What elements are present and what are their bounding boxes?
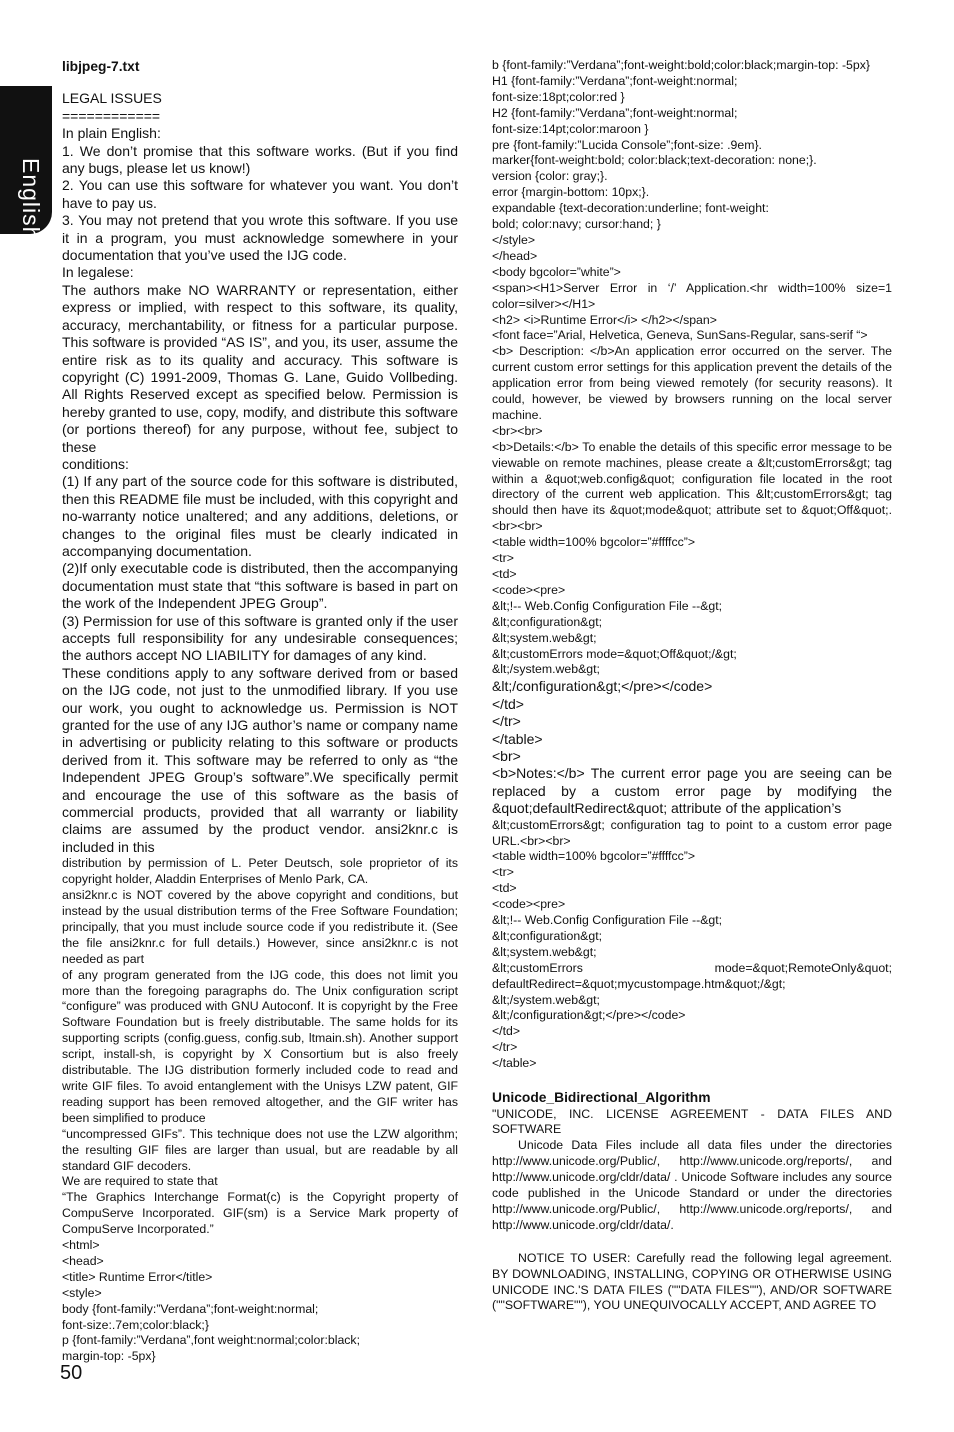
- left-paragraph: (1) If any part of the source code for this software is distributed, then this README file must be included, with this copyright and no-warranty notice unaltered; and any additions, deletions, or changes to the original files must be clearly indicated in accompanying documentation.: [62, 473, 458, 559]
- right-paragraph: <code><pre>: [492, 897, 566, 912]
- right-paragraph: pre {font-family:”Lucida Console”;font-size: .9em}.: [492, 137, 762, 152]
- left-paragraph: We are required to state that: [62, 1174, 218, 1189]
- right-paragraph: <b>Details:</b> To enable the details of this specific error message to be viewable on remote machines, please create a &lt;customErrors&gt; tag within a &quot;web.config&quot; configuration file located in the root directory of the current web application. This &lt;customErrors&gt; tag should then have its &quot;mode&quot; attribute set to &quot;Off&quot;.<br><br>: [492, 439, 892, 534]
- left-paragraph: 2. You can use this software for whatever you want. You don’t have to pay us.: [62, 177, 458, 211]
- left-paragraph: (2)If only executable code is distributed, then the accompanying documentation must state that “this software is based in part on the work of the Independent JPEG Group”.: [62, 560, 458, 612]
- left-paragraph: font-size:.7em;color:black;}: [62, 1317, 209, 1332]
- right-paragraph: <code><pre>: [492, 582, 566, 597]
- right-paragraph: &lt;customErrors&gt; configuration tag to point to a custom error page URL.<br><br>: [492, 817, 892, 848]
- page-number: 50: [60, 1362, 83, 1384]
- right-paragraph: &lt;/system.web&gt;: [492, 662, 600, 677]
- language-tab: [0, 86, 52, 241]
- left-paragraph: The authors make NO WARRANTY or representation, either express or implied, with respect to this software, its quality, accuracy, merchantability, or fitness for a particular purpose. This software is provided “AS IS”, and you, its user, assume the entire risk as to its quality and accuracy. This software is copyright (C) 1991-2009, Thomas G. Lane, Guido Vollbeding. All Rights Reserved except as specified below. Permission is hereby granted to use, copy, modify, and distribute this software (or portions thereof) for any purpose, without fee, subject to these: [62, 281, 458, 455]
- right-paragraph: </td>: [492, 695, 524, 712]
- right-paragraph: expandable {text-decoration:underline; font-weight:: [492, 201, 769, 216]
- left-paragraph: These conditions apply to any software derived from or based on the IJG code, not just to the unmodified library. If you use our work, you ought to acknowledge us. Permission is NOT granted for the use of any IJG author’s name or company name in advertising or publicity relating to this software or products derived from it. This software may be referred to only as “the Independent JPEG Group’s software”.We specifically permit and encourage the use of this software as the basis of commercial products, provided that all warranty or liability claims are assumed by the product vendor. ansi2knr.c is included in this: [62, 664, 458, 855]
- right-paragraph: </table>: [492, 1056, 537, 1071]
- left-paragraph: <head>: [62, 1253, 104, 1268]
- right-paragraph: <tr>: [492, 551, 514, 566]
- left-paragraph: <title> Runtime Error</title>: [62, 1269, 213, 1284]
- left-paragraph: ============: [62, 107, 161, 124]
- right-paragraph: </style>: [492, 232, 536, 247]
- right-paragraph: </tr>: [492, 713, 521, 730]
- left-paragraph: of any program generated from the IJG code, this does not limit you more than the foregoing paragraphs do. The Unix configuration script “configure” was produced with GNU Autoconf. It is copyright by the Free Software Foundation but is freely distributable. The same holds for its supporting scripts (config.guess, config.sub, ltmain.sh). Another support script, install-sh, is copyright by X Consortium but is also freely distributable. The IJG distribution formerly included code to read and write GIF files. To avoid entanglement with the Unisys LZW patent, GIF reading support has been removed altogether, and the GIF writer has been simplified to produce: [62, 967, 458, 1125]
- left-paragraph: (3) Permission for use of this software is granted only if the user accepts full responsibility for any undesirable consequences; the authors accept NO LIABILITY for damages of any kind.: [62, 612, 458, 664]
- right-paragraph: &lt;customErrors mode=&quot;RemoteOnly&quot; defaultRedirect=&quot;mycustompage.htm&quot;/&gt;: [492, 960, 892, 991]
- language-label-text: English: [18, 158, 44, 241]
- right-paragraph: &lt;/system.web&gt;: [492, 992, 600, 1007]
- right-paragraph: <b>Notes:</b> The current error page you are seeing can be replaced by a custom error page by modifying the &quot;defaultRedirect&quot; attribute of the application’s: [492, 765, 892, 817]
- right-paragraph: H2 {font-family:”Verdana”;font-weight:normal;: [492, 105, 738, 120]
- right-paragraph: </table>: [492, 730, 543, 747]
- left-paragraph: In legalese:: [62, 264, 134, 281]
- right-paragraph: &lt;system.web&gt;: [492, 944, 597, 959]
- left-paragraph: margin-top: -5px}: [62, 1349, 156, 1364]
- right-paragraph: &lt;/configuration&gt;</pre></code>: [492, 1008, 686, 1023]
- left-paragraph: distribution by permission of L. Peter Deutsch, sole proprietor of its copyright holder, Aladdin Enterprises of Menlo Park, CA.: [62, 856, 458, 887]
- right-paragraph: <table width=100% bgcolor=”#ffffcc”>: [492, 849, 696, 864]
- right-paragraph: </head>: [492, 248, 538, 263]
- right-paragraph: "UNICODE, INC. LICENSE AGREEMENT - DATA FILES AND SOFTWARE: [492, 1106, 892, 1137]
- right-paragraph: Unicode_Bidirectional_Algorithm: [492, 1090, 711, 1106]
- left-paragraph: conditions:: [62, 455, 129, 472]
- left-paragraph: “The Graphics Interchange Format(c) is the Copyright property of CompuServe Incorporated. GIF(sm) is a Service Mark property of CompuServe Incorporated.”: [62, 1190, 458, 1237]
- right-paragraph: H1 {font-family:”Verdana”;font-weight:normal;: [492, 73, 738, 88]
- right-paragraph: <br><br>: [492, 423, 543, 438]
- right-paragraph: version {color: gray;}.: [492, 169, 608, 184]
- right-paragraph: <h2> <i>Runtime Error</i> </h2></span>: [492, 312, 717, 327]
- right-paragraph: marker{font-weight:bold; color:black;text-decoration: none;}.: [492, 153, 817, 168]
- right-paragraph: &lt;!-- Web.Config Configuration File --&gt;: [492, 913, 723, 928]
- right-paragraph: &lt;customErrors mode=&quot;Off&quot;/&gt;: [492, 646, 737, 661]
- right-paragraph: &lt;/configuration&gt;</pre></code>: [492, 678, 713, 695]
- left-paragraph: In plain English:: [62, 125, 161, 142]
- right-paragraph: bold; color:navy; cursor:hand; }: [492, 217, 661, 232]
- right-paragraph: <td>: [492, 567, 517, 581]
- left-paragraph: ansi2knr.c is NOT covered by the above copyright and conditions, but instead by the usual distribution terms of the Free Software Foundation; principally, that you must include source code if you redistribute it. (See the file ansi2knr.c for full details.) However, since ansi2knr.c is not needed as part: [62, 888, 458, 966]
- right-paragraph: &lt;configuration&gt;: [492, 614, 603, 629]
- right-paragraph: <table width=100% bgcolor=”#ffffcc”>: [492, 535, 696, 550]
- left-paragraph: <style>: [62, 1285, 102, 1300]
- right-paragraph: error {margin-bottom: 10px;}.: [492, 185, 650, 200]
- left-paragraph: “uncompressed GIFs”. This technique does not use the LZW algorithm; the resulting GIF files are larger than usual, but are readable by all standard GIF decoders.: [62, 1126, 458, 1173]
- right-paragraph: <font face=”Arial, Helvetica, Geneva, SunSans-Regular, sans-serif “>: [492, 328, 868, 343]
- right-paragraph: Unicode Data Files include all data files under the directories http://www.unicode.org/Public/, http://www.unicode.org/reports/, and http://www.unicode.org/cldr/data/ . Unicode Software includes any source code published in the Unicode Standard or under the directories http://www.unicode.org/Public/, http://www.unicode.org/reports/, and http://www.unicode.org/cldr/data/.: [492, 1138, 892, 1232]
- right-paragraph: font-size:18pt;color:red }: [492, 89, 625, 104]
- right-paragraph: <body bgcolor=”white”>: [492, 264, 621, 279]
- right-paragraph: </td>: [492, 1024, 521, 1039]
- right-paragraph: &lt;system.web&gt;: [492, 630, 597, 645]
- right-paragraph: &lt;configuration&gt;: [492, 928, 603, 943]
- right-paragraph: <span><H1>Server Error in ‘/’ Application.<hr width=100% size=1 color=silver></H1>: [492, 280, 892, 311]
- right-paragraph: <b> Description: </b>An application error occurred on the server. The current custom error settings for this application prevent the details of the application error from being viewed remotely (for security reasons). It could, however, be viewed by browsers running on the local server machine.: [492, 344, 892, 422]
- left-column: [62, 58, 458, 1364]
- right-paragraph: font-size:14pt;color:maroon }: [492, 121, 649, 136]
- right-paragraph: NOTICE TO USER: Carefully read the following legal agreement. BY DOWNLOADING, INSTALLING, COPYING OR OTHERWISE USING UNICODE INC.'S DATA FILES (""DATA FILES""), AND/OR SOFTWARE (""SOFTWARE""), YOU UNEQUIVOCALLY ACCEPT, AND AGREE TO: [492, 1250, 892, 1313]
- left-paragraph: <html>: [62, 1238, 100, 1253]
- left-paragraph: 3. You may not pretend that you wrote this software. If you use it in a program, you must acknowledge somewhere in your documentation that you’ve used the IJG code.: [62, 212, 458, 264]
- right-paragraph: &lt;!-- Web.Config Configuration File --&gt;: [492, 598, 723, 613]
- right-column: [492, 58, 892, 1348]
- right-paragraph: </tr>: [492, 1040, 518, 1055]
- right-paragraph: <td>: [492, 881, 517, 896]
- left-paragraph: libjpeg-7.txt: [62, 59, 140, 74]
- right-paragraph: <tr>: [492, 865, 514, 880]
- left-paragraph: LEGAL ISSUES: [62, 90, 162, 107]
- right-paragraph: <br>: [492, 747, 521, 764]
- right-paragraph: b {font-family:”Verdana”;font-weight:bold;color:black;margin-top: -5px}: [492, 58, 870, 72]
- left-paragraph: 1. We don’t promise that this software works. (But if you find any bugs, please let us know!): [62, 142, 458, 177]
- left-paragraph: body {font-family:”Verdana”;font-weight:normal;: [62, 1301, 319, 1316]
- left-paragraph: p {font-family:”Verdana”,font weight:normal;color:black;: [62, 1333, 361, 1348]
